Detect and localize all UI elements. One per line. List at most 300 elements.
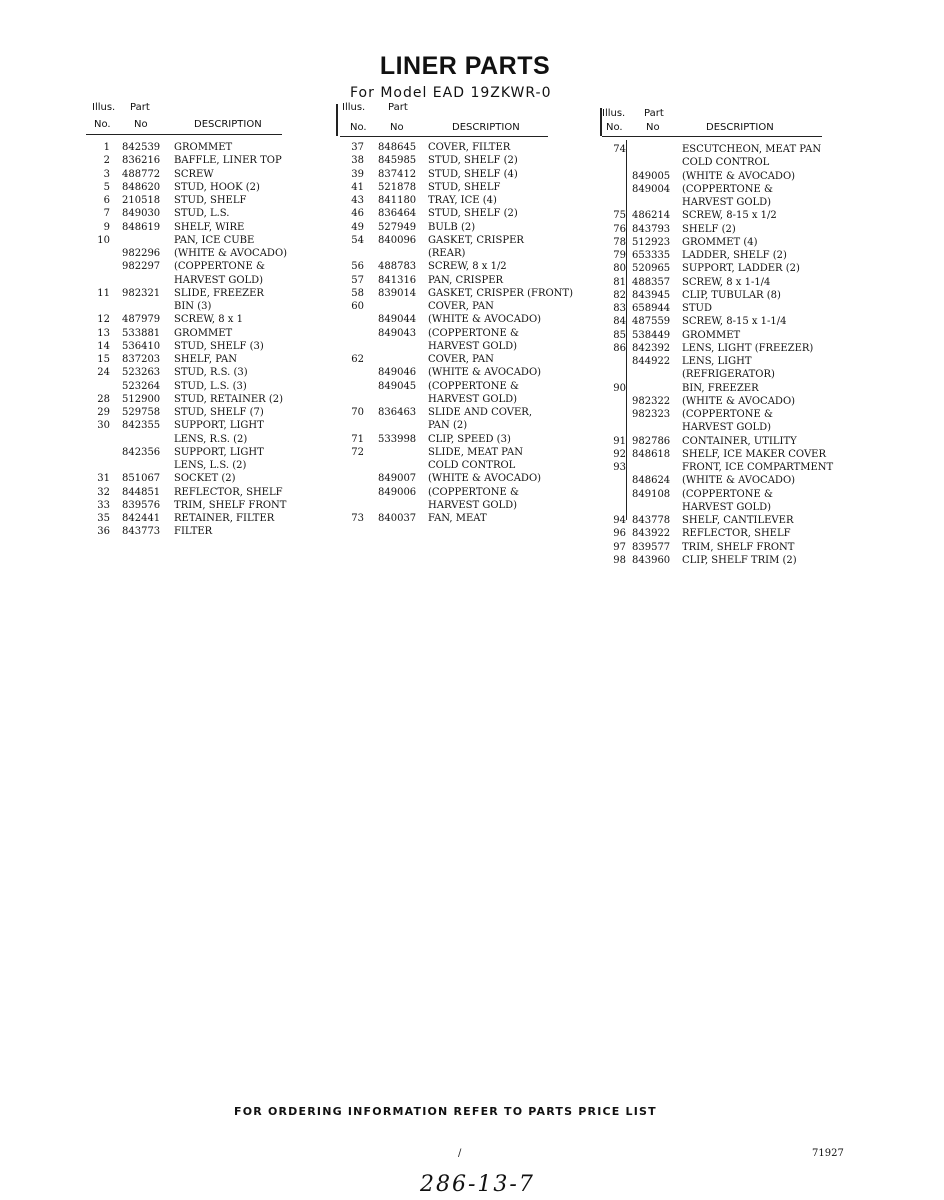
part-description: STUD, SHELF (2) [428, 155, 518, 167]
table-row [86, 459, 326, 472]
table-row [86, 353, 326, 366]
illus-number: 6 [103, 195, 110, 206]
part-number: 849046 [378, 367, 417, 379]
table-row [86, 393, 326, 406]
part-number: 982322 [632, 395, 671, 407]
table-row [340, 393, 595, 406]
part-number: 849108 [632, 488, 671, 500]
table-row [602, 501, 842, 514]
part-description: STUD, HOOK (2) [174, 181, 260, 193]
part-description: SCREW, 8 x 1/2 [428, 261, 507, 273]
part-description: FILTER [174, 526, 213, 538]
table-row [86, 366, 326, 379]
part-number: 849005 [632, 170, 671, 182]
illus-number: 91 [613, 435, 626, 447]
part-number: 536410 [122, 340, 161, 352]
part-description: SUPPORT, LIGHT [174, 420, 264, 432]
part-description: SCREW [174, 168, 214, 180]
illus-number: 54 [351, 234, 364, 246]
part-description: SCREW, 8-15 x 1-1/4 [682, 316, 787, 328]
part-number: 843945 [632, 289, 671, 301]
table-row [86, 234, 326, 247]
part-number: 845985 [378, 155, 417, 167]
part-description: BIN, FREEZER [682, 382, 759, 394]
part-description: (WHITE & AVOCADO) [174, 248, 288, 259]
part-description: STUD, L.S. (3) [174, 380, 247, 392]
part-number: 841180 [378, 195, 417, 206]
part-description: (WHITE & AVOCADO) [428, 314, 542, 326]
table-row [86, 446, 326, 459]
part-description: PAN, ICE CUBE [174, 234, 255, 246]
header-illus: Illus. [602, 108, 626, 119]
table-row [602, 236, 842, 249]
table-row [602, 315, 842, 328]
header-no: No. [94, 119, 111, 130]
table-row [340, 234, 595, 247]
illus-number: 94 [613, 515, 626, 526]
part-description: GASKET, CRISPER [428, 234, 524, 246]
table-row [340, 300, 595, 313]
part-description: STUD, SHELF [428, 181, 501, 193]
part-description: LADDER, SHELF (2) [682, 250, 787, 261]
part-number: 523263 [122, 367, 161, 379]
table-row [86, 512, 326, 525]
table-row [602, 329, 842, 342]
part-description: GROMMET [174, 327, 233, 339]
part-number: 849045 [378, 380, 417, 392]
page-title: LINER PARTS [379, 52, 551, 80]
part-description: HARVEST GOLD) [428, 499, 518, 511]
illus-number: 28 [97, 393, 110, 405]
part-description: SCREW, 8-15 x 1/2 [682, 210, 777, 222]
part-description: ESCUTCHEON, MEAT PAN [682, 144, 822, 155]
part-number: 520965 [632, 263, 671, 275]
table-row [602, 382, 842, 395]
table-row [602, 395, 842, 408]
part-description: CLIP, SHELF TRIM (2) [682, 554, 797, 566]
part-description: SLIDE AND COVER, [428, 407, 533, 418]
table-row [340, 207, 595, 220]
header-part-no: No [390, 122, 404, 133]
part-description: STUD, SHELF [174, 195, 247, 206]
part-number: 841316 [378, 274, 417, 286]
part-description: BULB (2) [428, 221, 476, 233]
part-description: (COPPERTONE & [682, 183, 773, 195]
illus-number: 78 [613, 236, 626, 248]
illus-number: 1 [103, 142, 110, 153]
illus-number: 30 [97, 420, 110, 432]
part-description: SUPPORT, LADDER (2) [682, 263, 800, 275]
part-number: 851067 [122, 473, 161, 485]
illus-number: 56 [351, 261, 364, 273]
part-description: BAFFLE, LINER TOP [174, 155, 282, 167]
part-description: HARVEST GOLD) [682, 501, 772, 513]
part-number: 529758 [122, 407, 161, 418]
illus-number: 97 [613, 541, 626, 553]
illus-number: 79 [613, 250, 626, 261]
part-description: GROMMET [174, 142, 233, 153]
illus-number: 72 [351, 446, 364, 458]
table-row [86, 274, 326, 287]
part-number: 843778 [632, 515, 671, 526]
part-number: 842539 [122, 142, 161, 153]
table-row [340, 353, 595, 366]
illus-number: 92 [613, 448, 626, 460]
part-description: STUD, R.S. (3) [174, 367, 248, 379]
table-row [86, 260, 326, 273]
table-row [602, 196, 842, 209]
table-row [86, 207, 326, 220]
illus-number: 80 [613, 263, 626, 275]
table-row [602, 143, 842, 156]
table-row [340, 486, 595, 499]
illus-number: 15 [97, 354, 110, 365]
table-row [86, 380, 326, 393]
part-description: SHELF (2) [682, 223, 736, 235]
table-row [602, 488, 842, 501]
part-description: SHELF, PAN [174, 354, 238, 365]
illus-number: 73 [351, 513, 364, 524]
table-row [602, 514, 842, 527]
table-row [602, 209, 842, 222]
table-row [86, 154, 326, 167]
part-description: SCREW, 8 x 1 [174, 314, 243, 326]
part-description: SOCKET (2) [174, 473, 236, 485]
illus-number: 70 [351, 407, 364, 418]
table-row [86, 433, 326, 446]
part-description: COVER, PAN [428, 301, 494, 312]
illus-number: 14 [97, 340, 110, 352]
header-part-no: No [646, 122, 660, 133]
header-part: Part [644, 108, 664, 119]
part-number: 839576 [122, 499, 161, 511]
table-row [602, 368, 842, 381]
part-number: 849030 [122, 208, 161, 220]
table-row [602, 408, 842, 421]
part-number: 840037 [378, 513, 417, 524]
table-row [340, 366, 595, 379]
part-number: 843960 [632, 554, 671, 566]
part-description: HARVEST GOLD) [428, 393, 518, 405]
header-illus: Illus. [92, 102, 116, 113]
table-row [340, 419, 595, 432]
part-number: 533998 [378, 433, 417, 445]
part-number: 486214 [632, 210, 671, 222]
part-description: SCREW, 8 x 1-1/4 [682, 276, 771, 288]
part-description: HARVEST GOLD) [174, 274, 264, 286]
table-row [86, 194, 326, 207]
part-number: 210518 [122, 195, 161, 206]
header-rule [602, 136, 822, 137]
table-row [340, 287, 595, 300]
part-description: FRONT, ICE COMPARTMENT [682, 462, 834, 473]
part-description: CLIP, TUBULAR (8) [682, 289, 781, 301]
header-part-no: No [134, 119, 148, 130]
illus-number: 35 [97, 513, 110, 524]
part-number: 842355 [122, 420, 161, 432]
part-description: (WHITE & AVOCADO) [428, 473, 542, 485]
table-row [340, 380, 595, 393]
illus-number: 32 [97, 486, 110, 498]
table-row [340, 327, 595, 340]
illus-number: 41 [351, 181, 364, 193]
part-description: CONTAINER, UTILITY [682, 435, 797, 447]
part-number: 982323 [632, 409, 671, 420]
table-row [602, 249, 842, 262]
part-number: 512900 [122, 393, 161, 405]
part-number: 848645 [378, 142, 417, 153]
illus-number: 86 [613, 342, 626, 354]
illus-number: 58 [351, 287, 364, 299]
illus-number: 46 [351, 208, 364, 220]
column-divider-1 [336, 104, 338, 136]
illus-number: 85 [613, 329, 626, 341]
header-description: DESCRIPTION [452, 122, 520, 133]
part-description: GROMMET (4) [682, 236, 758, 248]
table-row [602, 302, 842, 315]
illus-number: 11 [97, 287, 110, 299]
part-number: 836463 [378, 407, 417, 418]
table-row [602, 541, 842, 554]
table-row [86, 247, 326, 260]
parts-rows [340, 141, 595, 525]
table-row [86, 327, 326, 340]
part-number: 842441 [122, 513, 161, 524]
header-rule [86, 134, 282, 135]
part-description: STUD, SHELF (7) [174, 407, 264, 418]
table-row [602, 421, 842, 434]
table-row [340, 181, 595, 194]
illus-number: 38 [351, 155, 364, 167]
part-number: 839577 [632, 541, 671, 553]
part-description: TRIM, SHELF FRONT [174, 499, 287, 511]
table-row [340, 274, 595, 287]
part-number: 840096 [378, 234, 417, 246]
part-number: 653335 [632, 250, 671, 261]
part-number: 836464 [378, 208, 417, 220]
illus-number: 74 [613, 144, 626, 155]
illus-number: 24 [97, 367, 110, 379]
header-rule [340, 136, 548, 137]
part-number: 982297 [122, 261, 161, 273]
illus-number: 62 [351, 354, 364, 365]
illus-number: 83 [613, 303, 626, 314]
part-number: 512923 [632, 236, 671, 248]
illus-number: 57 [351, 274, 364, 286]
part-number: 839014 [378, 287, 417, 299]
header-illus: Illus. [342, 102, 366, 113]
header-no: No. [606, 122, 623, 133]
part-number: 842356 [122, 446, 161, 458]
table-row [86, 287, 326, 300]
part-number: 527949 [378, 221, 417, 233]
table-row [86, 486, 326, 499]
table-row [602, 355, 842, 368]
column-header [340, 102, 595, 136]
table-row [86, 168, 326, 181]
illus-number: 93 [613, 462, 626, 473]
table-row [86, 181, 326, 194]
table-row [602, 461, 842, 474]
part-description: SHELF, CANTILEVER [682, 515, 794, 526]
part-description: (WHITE & AVOCADO) [682, 475, 796, 487]
table-row [86, 340, 326, 353]
part-description: STUD [682, 303, 712, 314]
illus-number: 98 [613, 554, 626, 566]
illus-number: 43 [351, 195, 364, 206]
illus-number: 49 [351, 221, 364, 233]
part-description: (COPPERTONE & [428, 486, 519, 498]
table-row [86, 221, 326, 234]
table-row [340, 141, 595, 154]
illus-number: 60 [351, 301, 364, 312]
table-row [602, 435, 842, 448]
part-number: 523264 [122, 380, 161, 392]
table-row [340, 499, 595, 512]
part-description: STUD, SHELF (2) [428, 208, 518, 220]
illus-number: 5 [103, 181, 110, 193]
part-number: 533881 [122, 327, 161, 339]
part-number: 538449 [632, 329, 671, 341]
part-number: 521878 [378, 181, 417, 193]
part-number: 848624 [632, 475, 671, 487]
part-description: LENS, LIGHT [682, 356, 752, 367]
table-row [602, 554, 842, 567]
part-number: 849007 [378, 473, 417, 485]
part-description: STUD, SHELF (4) [428, 168, 518, 180]
table-row [86, 499, 326, 512]
part-description: (REFRIGERATOR) [682, 369, 775, 381]
part-description: GASKET, CRISPER (FRONT) [428, 287, 573, 299]
part-number: 837203 [122, 354, 161, 365]
illus-number: 82 [613, 289, 626, 301]
illus-number: 3 [103, 168, 110, 180]
part-description: PAN (2) [428, 420, 468, 432]
illus-number: 36 [97, 526, 110, 538]
page-mark: / [458, 1148, 462, 1159]
part-number: 848620 [122, 181, 161, 193]
table-row [340, 433, 595, 446]
illus-number: 33 [97, 499, 110, 511]
illus-number: 39 [351, 168, 364, 180]
part-description: RETAINER, FILTER [174, 513, 275, 524]
table-row [86, 419, 326, 432]
part-description: LENS, R.S. (2) [174, 433, 248, 445]
table-row [340, 260, 595, 273]
table-row [340, 459, 595, 472]
table-row [86, 472, 326, 485]
part-description: STUD, SHELF (3) [174, 340, 264, 352]
illus-number: 37 [351, 142, 364, 153]
part-number: 982296 [122, 248, 161, 259]
part-number: 849044 [378, 314, 417, 326]
table-row [340, 154, 595, 167]
table-row [602, 276, 842, 289]
part-description: (COPPERTONE & [174, 261, 265, 273]
part-description: REFLECTOR, SHELF [174, 486, 283, 498]
table-row [340, 340, 595, 353]
part-description: COVER, PAN [428, 354, 494, 365]
part-description: PAN, CRISPER [428, 274, 504, 286]
part-description: STUD, L.S. [174, 208, 230, 220]
part-number: 842392 [632, 342, 671, 354]
ordering-footer: FOR ORDERING INFORMATION REFER TO PARTS PRICE LIST [234, 1105, 657, 1118]
handwritten-note: 286-13-7 [420, 1172, 535, 1197]
table-row [86, 141, 326, 154]
illus-number: 29 [97, 407, 110, 418]
table-row [86, 313, 326, 326]
illus-number: 71 [351, 433, 364, 445]
part-number: 843793 [632, 223, 671, 235]
table-row [602, 342, 842, 355]
table-row [340, 313, 595, 326]
table-row [340, 221, 595, 234]
part-description: SHELF, WIRE [174, 221, 245, 233]
parts-rows [86, 141, 326, 539]
part-description: FAN, MEAT [428, 513, 487, 524]
illus-number: 12 [97, 314, 110, 326]
part-number: 837412 [378, 168, 417, 180]
part-number: 488357 [632, 276, 671, 288]
header-description: DESCRIPTION [194, 119, 262, 130]
table-row [602, 170, 842, 183]
part-description: REFLECTOR, SHELF [682, 528, 791, 540]
part-description: LENS, LIGHT (FREEZER) [682, 342, 814, 354]
part-description: COLD CONTROL [682, 157, 770, 169]
part-description: (COPPERTONE & [682, 409, 773, 420]
part-description: (WHITE & AVOCADO) [428, 367, 542, 379]
illus-number: 96 [613, 528, 626, 540]
table-row [340, 247, 595, 260]
illus-number: 2 [103, 155, 110, 167]
part-description: (COPPERTONE & [428, 327, 519, 339]
table-row [602, 448, 842, 461]
part-description: TRAY, ICE (4) [428, 195, 497, 206]
part-number: 848619 [122, 221, 161, 233]
part-description: (COPPERTONE & [428, 380, 519, 392]
part-description: (WHITE & AVOCADO) [682, 170, 796, 182]
illus-number: 81 [613, 276, 626, 288]
part-description: HARVEST GOLD) [682, 197, 772, 208]
table-row [602, 223, 842, 236]
part-number: 843773 [122, 526, 161, 538]
part-description: COLD CONTROL [428, 460, 516, 471]
part-description: (COPPERTONE & [682, 488, 773, 500]
part-number: 843922 [632, 528, 671, 540]
table-row [340, 168, 595, 181]
table-row [340, 194, 595, 207]
part-number: 488772 [122, 168, 161, 180]
illus-number: 7 [103, 208, 110, 220]
illus-number: 13 [97, 327, 110, 339]
part-description: TRIM, SHELF FRONT [682, 541, 795, 553]
table-row [340, 512, 595, 525]
part-description: SLIDE, FREEZER [174, 287, 264, 299]
part-number: 488783 [378, 261, 417, 273]
illus-number: 10 [97, 234, 110, 246]
illus-number: 76 [613, 223, 626, 235]
part-description: SUPPORT, LIGHT [174, 446, 264, 458]
part-description: GROMMET [682, 329, 741, 341]
document-code: 71927 [812, 1148, 844, 1159]
part-number: 487979 [122, 314, 161, 326]
illus-number: 90 [613, 382, 626, 394]
table-row [602, 474, 842, 487]
table-row [602, 289, 842, 302]
part-description: CLIP, SPEED (3) [428, 433, 511, 445]
header-part: Part [130, 102, 150, 113]
table-row [340, 406, 595, 419]
